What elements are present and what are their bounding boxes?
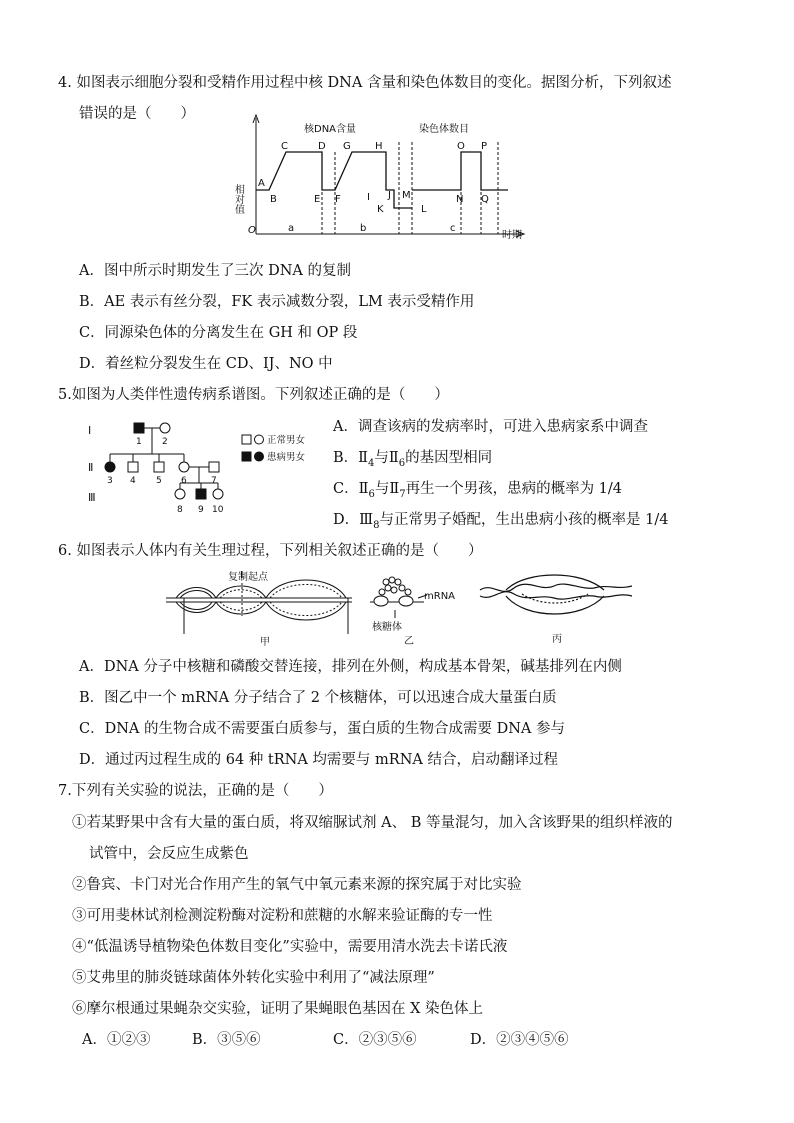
q7-item-3: ③可用斐林试剂检测淀粉酶对淀粉和蔗糖的水解来验证酶的专一性 [72,908,493,924]
origin-label: O [248,225,256,236]
svg-text:G: G [343,141,351,152]
q5-option-c: C．$Ⅱ_6$与$Ⅱ_7$再生一个男孩，患病的概率为 1/4 [333,481,623,500]
title-chromosome: 染色体数目 [419,124,469,135]
individual-5 [154,462,164,472]
y-axis-label: 相对值 [232,184,244,214]
individual-7 [209,462,219,472]
q7-item-5: ⑤艾弗里的肺炎链球菌体外转化实验中利用了“减法原理” [72,970,435,986]
individual-8 [175,489,185,499]
svg-text:7: 7 [211,476,217,486]
gen-label-1: Ⅰ [88,424,92,437]
individual-3 [105,462,115,472]
gen-label-2: Ⅱ [88,461,94,474]
q6-process-figure [162,568,640,650]
individual-2 [160,423,170,433]
q7-item-1-cont: 试管中，会反应生成紫色 [89,846,249,862]
q4-dna-chromosome-graph [232,112,536,242]
q7-stem: 7.下列有关实验的说法，正确的是（ ） [58,783,333,799]
translation-diagram [370,577,427,618]
transcription-diagram [480,575,632,614]
q7-item-4: ④“低温诱导植物染色体数目变化”实验中，需要用清水洗去卡诺氏液 [72,939,508,955]
gen-label-3: Ⅲ [88,491,96,504]
phase-c: c [450,223,456,234]
legend-affected-female [255,452,264,461]
q4-stem-line2: 错误的是（ ） [79,106,195,122]
phase-a: a [288,223,295,234]
q7-item-6: ⑥摩尔根通过果蝇杂交实验，证明了果蝇眼色基因在 X 染色体上 [72,1001,484,1017]
q6-option-d: D．通过丙过程生成的 64 种 tRNA 均需要与 mRNA 结合，启动翻译过程 [79,752,558,768]
q5-option-b: B．$Ⅱ_4$与$Ⅱ_6$的基因型相同 [333,450,493,469]
label-yi: 乙 [404,636,414,647]
svg-text:3: 3 [107,476,113,486]
svg-text:Q: Q [481,194,489,205]
q5-option-a: A．调查该病的发病率时，可进入患病家系中调查 [333,419,648,435]
individual-4 [128,462,138,472]
svg-text:4: 4 [130,476,136,486]
individual-10 [213,489,223,499]
q6-option-c: C．DNA 的生物合成不需要蛋白质参与，蛋白质的生物合成需要 DNA 参与 [79,721,565,737]
q5-stem: 5.如图为人类伴性遗传病系谱图。下列叙述正确的是（ ） [58,387,449,403]
label-replication-origin: 复制起点 [228,572,268,583]
q4-option-a: A．图中所示时期发生了三次 DNA 的复制 [79,263,351,279]
label-jia: 甲 [260,637,270,648]
svg-text:B: B [270,194,277,205]
q7-choice-a: A．①②③ [82,1032,151,1048]
q6-option-b: B．图乙中一个 mRNA 分子结合了 2 个核糖体，可以迅速合成大量蛋白质 [79,690,557,706]
label-ribosome: 核糖体 [372,622,402,633]
svg-text:5: 5 [156,476,162,486]
svg-text:A: A [258,178,265,189]
x-axis-label: 时期 [502,230,522,241]
q6-option-a: A．DNA 分子中核糖和磷酸交替连接，排列在外侧，构成基本骨架，碱基排列在内侧 [79,659,622,675]
svg-text:M: M [402,190,411,201]
svg-text:9: 9 [198,505,204,515]
svg-text:C: C [281,141,288,152]
svg-text:L: L [421,204,427,215]
label-mrna: mRNA [424,591,456,602]
svg-text:10: 10 [212,505,224,515]
q6-stem: 6. 如图表示人体内有关生理过程，下列相关叙述正确的是（ ） [58,543,483,559]
svg-text:P: P [481,141,488,152]
legend-normal-female [255,435,264,444]
svg-text:1: 1 [136,437,142,447]
q4-stem-line1: 4. 如图表示细胞分裂和受精作用过程中核 DNA 含量和染色体数目的变化。据图分析，下列叙述 [58,75,672,91]
q7-choice-c: C．②③⑤⑥ [333,1032,417,1048]
svg-text:N: N [456,194,464,205]
phase-b: b [360,223,367,234]
q4-option-d: D．着丝粒分裂发生在 CD、IJ、NO 中 [79,356,333,372]
svg-text:E: E [314,194,321,205]
svg-text:J: J [388,190,391,201]
svg-text:2: 2 [162,437,168,447]
q7-item-2: ②鲁宾、卡门对光合作用产生的氧气中氧元素来源的探究属于对比实验 [72,877,522,893]
legend-normal-male [242,435,251,444]
svg-text:6: 6 [181,476,187,486]
chromosome-number-curve [412,152,508,190]
q4-option-b: B．AE 表示有丝分裂，FK 表示减数分裂，LM 表示受精作用 [79,294,475,310]
q4-option-c: C．同源染色体的分离发生在 GH 和 OP 段 [79,325,358,341]
q5-option-d: D．$Ⅲ_8$与正常男子婚配，生出患病小孩的概率是 1/4 [333,512,669,531]
q7-choice-d: D．②③④⑤⑥ [470,1032,569,1048]
svg-text:H: H [375,141,383,152]
svg-text:D: D [318,141,326,152]
q7-choice-b: B．③⑤⑥ [192,1032,261,1048]
svg-text:F: F [335,194,341,205]
svg-text:O: O [457,141,465,152]
individual-6 [179,462,189,472]
q5-pedigree-chart [84,416,330,520]
individual-9 [196,489,206,499]
svg-text:K: K [377,204,384,215]
svg-text:8: 8 [177,505,183,515]
label-bing: 丙 [552,634,562,645]
legend-affected-male [242,452,251,461]
title-dna: 核DNA含量 [304,124,357,135]
individual-1 [134,423,144,433]
q7-item-1: ①若某野果中含有大量的蛋白质，将双缩脲试剂 A、 B 等量混匀，加入含该野果的组织样液的 [72,815,673,831]
legend-normal-label: 正常男女 [267,435,306,446]
legend-affected-label: 患病男女 [267,452,306,463]
svg-text:I: I [367,192,370,203]
